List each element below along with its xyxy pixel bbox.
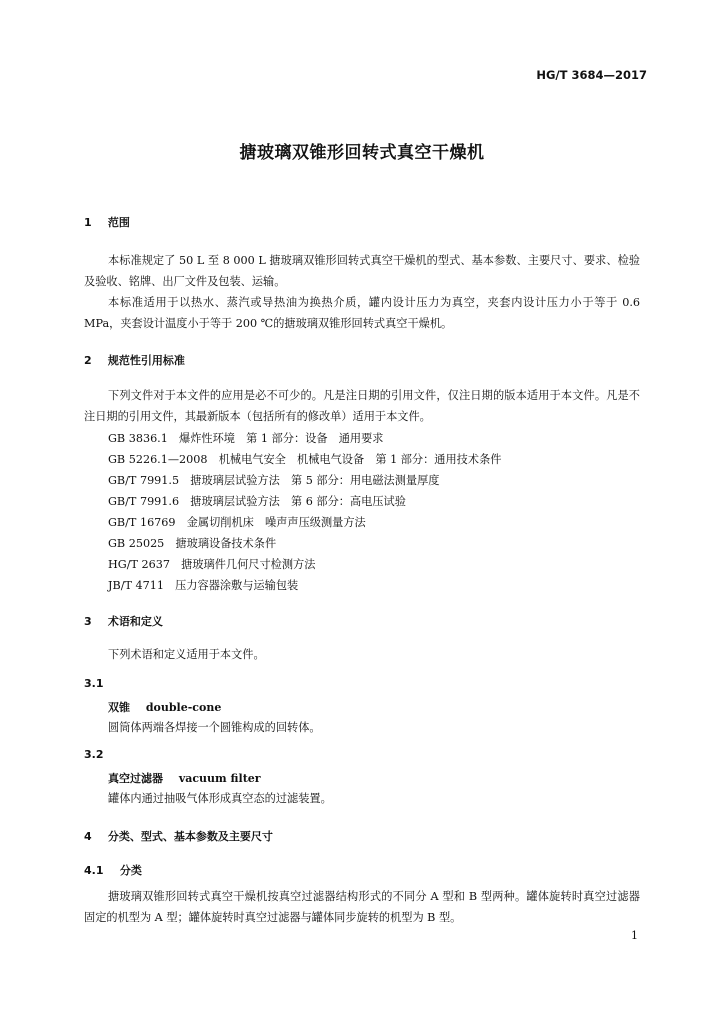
section-number: 3: [84, 615, 92, 628]
references-intro: 下列文件对于本文件的应用是必不可少的。凡是注日期的引用文件，仅注日期的版本适用于本文件。凡是不注日期的引用文件，其最新版本（包括所有的修改单）适用于本文件。: [84, 389, 640, 423]
section-number: 4: [84, 830, 92, 843]
document-title: 搪玻璃双锥形回转式真空干燥机: [239, 143, 485, 163]
term-number: 3.2: [84, 748, 104, 761]
section-title: 规范性引用标准: [107, 354, 185, 367]
section-number: 2: [84, 354, 92, 367]
term-zh: 真空过滤器: [108, 772, 163, 785]
scope-paragraph-2: 本标准适用于以热水、蒸汽或导热油为换热介质，罐内设计压力为真空，夹套内设计压力小于等于 0.6 MPa，夹套设计温度小于等于 200 ℃的搪玻璃双锥形回转式真空干燥机。: [84, 296, 640, 330]
classification-paragraph: 搪玻璃双锥形回转式真空干燥机按真空过滤器结构形式的不同分 A 型和 B 型两种。罐体旋转时真空过滤器固定的机型为 A 型；罐体旋转时真空过滤器与罐体同步旋转的机型为 B 型。: [84, 890, 640, 924]
reference-item: HG/T 2637 搪玻璃件几何尺寸检测方法: [108, 558, 316, 571]
term-heading: [108, 770, 261, 786]
section-number: 1: [84, 216, 92, 229]
scope-paragraph-1: 本标准规定了 50 L 至 8 000 L 搪玻璃双锥形回转式真空干燥机的型式、基本参数、主要尺寸、要求、检验及验收、铭牌、出厂文件及包装、运输。: [84, 254, 640, 288]
terms-intro: 下列术语和定义适用于本文件。: [108, 648, 265, 661]
section-4-heading: [84, 828, 273, 844]
term-en: double-cone: [145, 701, 222, 714]
subsection-4-1-heading: [84, 862, 142, 878]
reference-item: GB/T 16769 金属切削机床 噪声声压级测量方法: [108, 516, 366, 529]
reference-item: GB/T 7991.6 搪玻璃层试验方法 第 6 部分：高电压试验: [108, 495, 406, 508]
term-definition: 罐体内通过抽吸气体形成真空态的过滤装置。: [108, 792, 332, 805]
reference-item: JB/T 4711 压力容器涂敷与运输包装: [108, 579, 299, 592]
reference-item: GB 3836.1 爆炸性环境 第 1 部分：设备 通用要求: [108, 432, 384, 445]
subsection-number: 4.1: [84, 864, 104, 877]
section-1-heading: [84, 214, 130, 230]
standard-code: HG/T 3684—2017: [536, 68, 647, 82]
section-3-heading: [84, 613, 163, 629]
subsection-title: 分类: [119, 864, 142, 877]
term-en: vacuum filter: [178, 772, 261, 785]
section-title: 分类、型式、基本参数及主要尺寸: [107, 830, 273, 843]
term-number: 3.1: [84, 677, 104, 690]
reference-item: GB 5226.1—2008 机械电气安全 机械电气设备 第 1 部分：通用技术条件: [108, 453, 502, 466]
section-2-heading: [84, 352, 185, 368]
section-title: 范围: [107, 216, 130, 229]
term-zh: 双锥: [108, 701, 130, 714]
reference-item: GB/T 7991.5 搪玻璃层试验方法 第 5 部分：用电磁法测量厚度: [108, 474, 440, 487]
term-definition: 圆筒体两端各焊接一个圆锥构成的回转体。: [108, 721, 321, 734]
term-heading: [108, 699, 221, 715]
reference-item: GB 25025 搪玻璃设备技术条件: [108, 537, 277, 550]
section-title: 术语和定义: [107, 615, 163, 628]
page-number: 1: [631, 929, 638, 942]
